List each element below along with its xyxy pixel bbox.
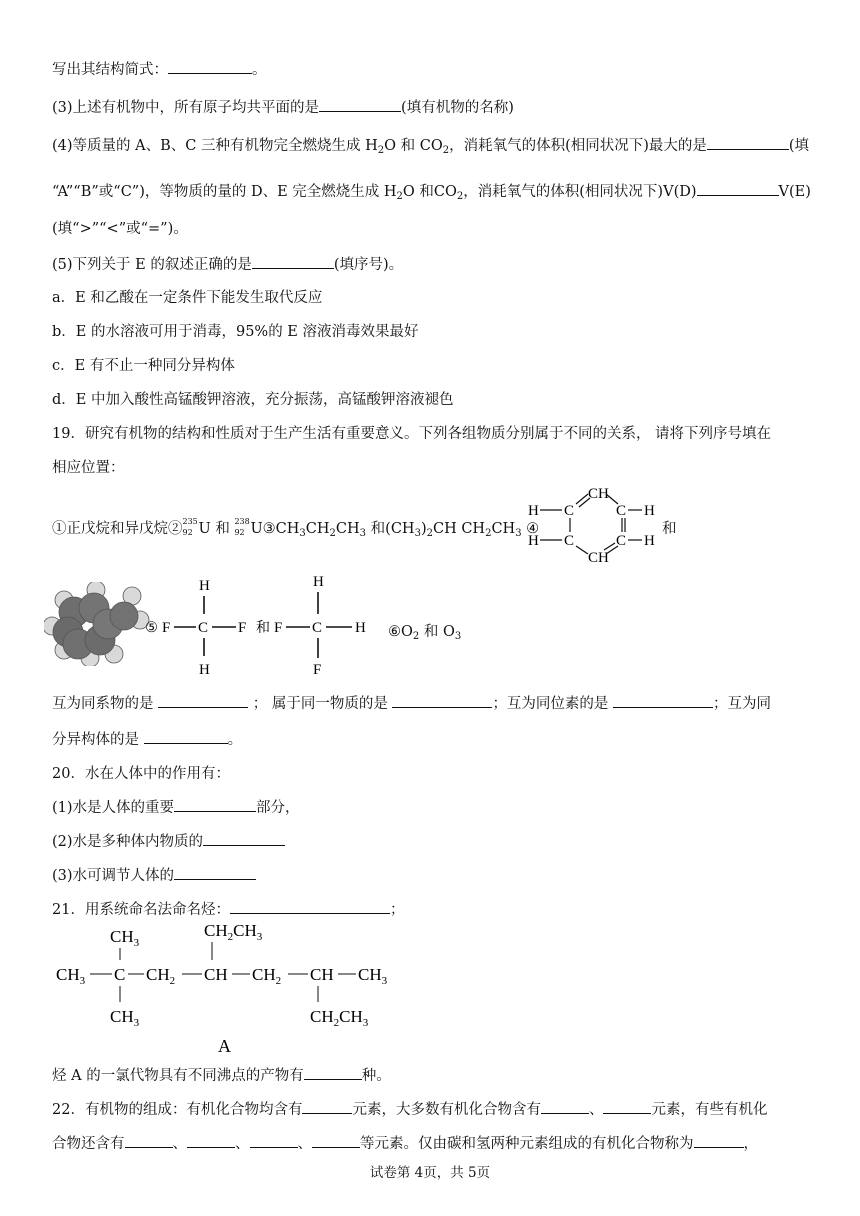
option-a: a．E 和乙酸在一定条件下能发生取代反应	[52, 290, 323, 306]
q19-stem-cont: 相应位置：	[52, 460, 125, 476]
q20-part2: (2)水是多种体内物质的	[52, 830, 285, 851]
atom-h: H	[355, 620, 366, 636]
q21-stem: 21．用系统命名法命名烃： ；	[52, 898, 404, 919]
answer-blank[interactable]	[203, 831, 285, 846]
benzene-h: H	[644, 533, 655, 549]
q20-part3: (3)水可调节人体的	[52, 864, 256, 885]
svg-text:CH2CH3: $CH_2CH_3$	[310, 1007, 369, 1029]
atom-c: C	[312, 620, 323, 636]
atom-f: F	[274, 620, 283, 636]
benzene-c: C	[616, 503, 627, 519]
q18-part4-hint: (填“>”“<”或“=”)。	[52, 221, 188, 237]
q18-part4-cont: “A”“B”或“C”)，等物质的量的 D、E 完全燃烧生成 $H_2O$ 和$CO_2$，消耗氧气的体积(相同状况下)V(D) V(E)	[52, 180, 811, 202]
svg-text:CH3: $CH_3$	[358, 965, 388, 987]
answer-blank[interactable]	[697, 181, 779, 196]
and-word: 和	[256, 621, 270, 636]
q19-stem: 19．研究有机物的结构和性质对于生产生活有重要意义。下列各组物质分别属于不同的关系， 请将下列序号填在	[52, 426, 772, 442]
benzene-c: C	[564, 503, 575, 519]
atom-f: F	[238, 620, 247, 636]
label-five: ⑤	[145, 620, 158, 636]
halomethane-structures	[160, 570, 380, 682]
q18-part3: (3)上述有机物中，所有原子均共平面的是 (填有机物的名称)	[52, 96, 514, 117]
answer-blank[interactable]	[603, 1099, 651, 1114]
atom-c: C	[198, 620, 209, 636]
q20-part1: (1)水是人体的重要 部分，	[52, 796, 300, 817]
q21-part2: 烃 A 的一氯代物具有不同沸点的产物有 种。	[52, 1064, 391, 1085]
q22-stem: 22．有机物的组成：有机化合物均含有 元素，大多数有机化合物含有 、 元素，有些有机化	[52, 1098, 767, 1119]
label-six: $⑥O_2$ 和 $O_3$	[388, 624, 462, 642]
space-filling-model	[44, 582, 152, 666]
svg-text:CH2: $CH_2$	[146, 965, 176, 987]
benzene-ch-bottom: CH	[588, 550, 609, 566]
and-word: 和	[662, 521, 677, 537]
answer-blank[interactable]	[302, 1099, 352, 1114]
svg-text:CH: CH	[310, 965, 334, 984]
answer-blank[interactable]	[392, 693, 492, 708]
answer-blank[interactable]	[250, 1133, 298, 1148]
answer-blank[interactable]	[125, 1133, 173, 1148]
benzene-h: H	[528, 503, 539, 519]
benzene-c: C	[616, 533, 627, 549]
q22-stem-cont: 合物还含有 、 、 、 等元素。仅由碳和氢两种元素组成的有机化合物称为 ，	[52, 1132, 758, 1153]
answer-blank[interactable]	[312, 1133, 360, 1148]
answer-blank[interactable]	[230, 899, 390, 914]
option-c: c．E 有不止一种同分异构体	[52, 358, 235, 374]
answer-blank[interactable]	[174, 865, 256, 880]
isotope-u235: 235 92	[182, 517, 198, 537]
compound-label: A	[218, 1036, 231, 1056]
benzene-c: C	[564, 533, 575, 549]
svg-text:CH2: $CH_2$	[252, 965, 282, 987]
q18-part4: (4)等质量的 A、B、C 三种有机物完全燃烧生成 $H_2O$ 和 $CO_2$，消耗氧气的体积(相同状况下)最大的是 (填	[52, 134, 809, 156]
answer-blank[interactable]	[144, 729, 228, 744]
atom-h: H	[199, 662, 210, 678]
q20-stem: 20．水在人体中的作用有：	[52, 766, 230, 782]
benzene-h: H	[528, 533, 539, 549]
q18-part5: (5)下列关于 E 的叙述正确的是 (填序号)。	[52, 253, 403, 274]
atom-f: F	[162, 620, 171, 636]
answer-blank[interactable]	[304, 1065, 362, 1080]
isotope-u238: 238 92	[234, 517, 250, 537]
benzene-bonds	[540, 494, 642, 554]
answer-blank[interactable]	[252, 254, 334, 269]
compound-a-structure	[54, 914, 404, 1056]
option-b: b．E 的水溶液可用于消毒，95%的 E 溶液消毒效果最好	[52, 324, 419, 340]
page-footer: 试卷第 4页，共 5页	[369, 1165, 491, 1181]
answer-blank[interactable]	[187, 1133, 235, 1148]
answer-blank[interactable]	[319, 97, 401, 112]
answer-blank[interactable]	[158, 693, 248, 708]
answer-blank[interactable]	[707, 135, 789, 150]
q19-groups-1-4: ①正戊烷和异戊烷② 235 92 U 和 238 92 $U③CH_3CH_2CH_3$ 和$(CH_3)_2CH$ $CH_2CH_3$ ④	[52, 517, 540, 539]
answer-blank[interactable]	[174, 797, 256, 812]
q18-structure-line: 写出其结构简式： 。	[52, 58, 267, 79]
svg-text:CH3: $CH_3$	[56, 965, 86, 987]
atom-f: F	[313, 662, 322, 678]
option-d: d．E 中加入酸性高锰酸钾溶液，充分振荡，高锰酸钾溶液褪色	[52, 392, 454, 408]
svg-text:C: C	[114, 965, 126, 984]
svg-text:CH2CH3: $CH_2CH_3$	[204, 921, 263, 943]
answer-blank[interactable]	[168, 59, 252, 74]
answer-blank[interactable]	[694, 1133, 744, 1148]
svg-text:CH3: $CH_3$	[110, 927, 140, 949]
answer-blank[interactable]	[613, 693, 713, 708]
atom-h: H	[199, 578, 210, 594]
atom-h: H	[313, 574, 324, 590]
benzene-ch-top: CH	[588, 486, 609, 502]
answer-blank[interactable]	[541, 1099, 589, 1114]
svg-text:CH3: $CH_3$	[110, 1007, 140, 1029]
benzene-h: H	[644, 503, 655, 519]
benzene-structure	[526, 482, 676, 568]
q19-answers: 互为同系物的是 ； 属于同一物质的是 ；互为同位素的是 ；互为同	[52, 692, 771, 713]
svg-text:CH: CH	[204, 965, 228, 984]
q19-answers-cont: 分异构体的是 。	[52, 728, 242, 749]
